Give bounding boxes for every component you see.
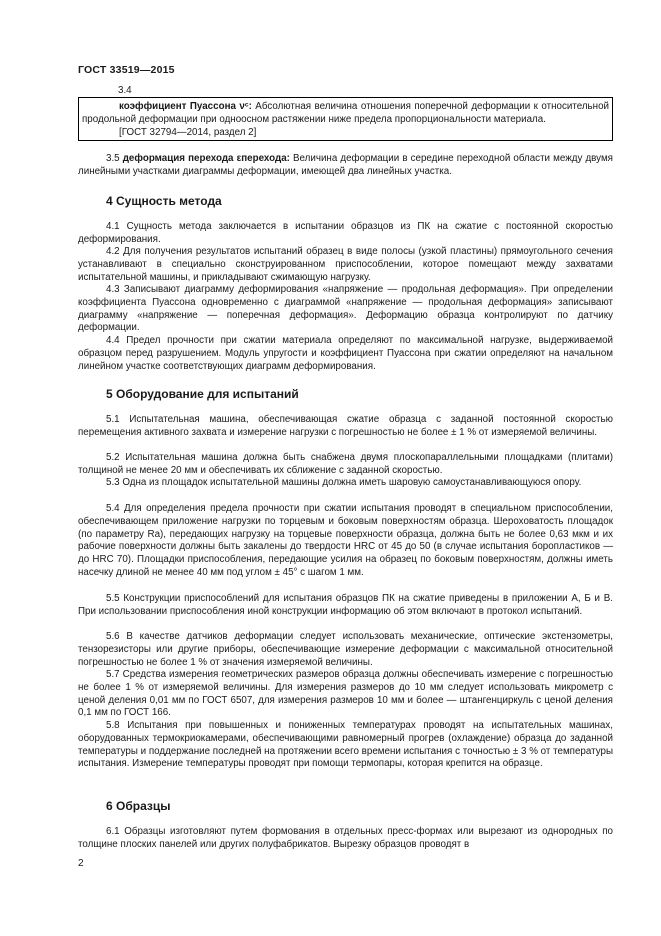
- definition-box-3-4: [78, 97, 613, 141]
- definition-3-5: [78, 153, 613, 179]
- paragraph-5-8: 5.8 Испытания при повышенных и пониженных температурах проводят на испытательных машинах, оборудованных термокриокамерами, обеспечивающими равномерный прогрев (охлаждение) образца до заданной температуры и поддержание последней на протяжении всего времени испытания с точностью ± 3 % от температуры испытания. Измерение температуры проводят при помощи термопары, которая крепится на образце.: [78, 720, 613, 770]
- symbol-transition: εперехода:: [236, 153, 290, 164]
- paragraph-4-4: 4.4 Предел прочности при сжатии материала определяют по максимальной нагрузке, выдерживаемой образцом перед разрушением. Модуль упругости и коэффициент Пуассона при сжатии определяют на начальном линейном участке соответствующих диаграмм деформирования.: [78, 335, 613, 372]
- section-4-title: 4 Сущность метода: [106, 194, 222, 208]
- paragraph-4-2: 4.2 Для получения результатов испытаний образец в виде полосы (узкой пластины) прямоугольного сечения устанавливают в специально сконструированном приспособлении, которое помещают между захватами испытательной машины, и прикладывают сжимающую нагрузку.: [78, 246, 613, 283]
- paragraph-5-7: 5.7 Средства измерения геометрических размеров образца должны обеспечивать измерение с погрешностью не более 1 % от измеряемой величины. Для измерения размеров до 10 мм следует использовать микрометр с ценой деления 0,01 мм по ГОСТ 6507, для измерения размеров 10 мм и более — штангенциркуль с ценой деления 0,1 мм по ГОСТ 166.: [78, 669, 613, 719]
- paragraph-5-6: 5.6 В качестве датчиков деформации следует использовать механические, оптические экстензометры, тензорезисторы или другие приборы, обеспечивающие измерение деформации с максимальной относительной погрешностью не более 1 % от значения измеряемой величины.: [78, 631, 613, 668]
- definition-number-3-5: 3.5: [106, 153, 120, 164]
- definition-text-3-4: [79, 98, 612, 140]
- definition-reference: [ГОСТ 32794—2014, раздел 2]: [119, 127, 257, 138]
- paragraph-5-3: 5.3 Одна из площадок испытательной машины должна иметь шаровую самоустанавливающуюся опору.: [106, 477, 582, 488]
- paragraph-5-4: 5.4 Для определения предела прочности при сжатии испытания проводят в специальном приспособлении, обеспечивающем приложение нагрузки по торцевым и боковым поверхностям образца. Шероховатость площадок (по параметру Ra), передающих нагрузку на торцевые поверхности образца, должна быть не более 0,63 мкм и их рабочие поверхности должны быть закалены до твердости HRC от 45 до 50 (в случае испытания боропластиков — до HRC 70). Площадки приспособления, передающие усилия на образец по боковым поверхностям, должны иметь насечку длиной не менее 40 мм под углом ± 45° с шагом 1 мм.: [78, 503, 613, 578]
- paragraph-5-2: 5.2 Испытательная машина должна быть снабжена двумя плоскопараллельными площадками (плитами) толщиной не менее 20 мм и обеспечивать их сближение с заданной скоростью.: [78, 452, 613, 476]
- page-number: 2: [78, 858, 84, 869]
- term-poisson-ratio: коэффициент Пуассона: [119, 101, 236, 112]
- symbol-poisson: νᶜ:: [239, 101, 252, 112]
- term-transition-strain: деформация перехода: [122, 153, 234, 164]
- section-6-title: 6 Образцы: [106, 799, 171, 813]
- definition-number-3-4: 3.4: [118, 85, 132, 96]
- paragraph-5-5: 5.5 Конструкции приспособлений для испытания образцов ПК на сжатие приведены в приложении А, Б и В. При использовании приспособления иной конструкции информацию об этом включают в протокол испытаний.: [78, 593, 613, 617]
- paragraph-6-1: 6.1 Образцы изготовляют путем формования в отдельных пресс-формах или вырезают из однородных по толщине плоских панелей или других полуфабрикатов. Вырезку образцов проводят в: [78, 826, 613, 850]
- paragraph-4-3: 4.3 Записывают диаграмму деформирования «напряжение — продольная деформация». При определении коэффициента Пуассона одновременно с диаграммой «напряжение — продольная деформация» записывают диаграмму «напряжение — поперечная деформация». Деформацию образца контролируют по датчику деформации.: [78, 284, 613, 334]
- paragraph-5-1: 5.1 Испытательная машина, обеспечивающая сжатие образца с заданной постоянной скоростью перемещения активного захвата и измерение нагрузки с погрешностью не более ± 1 % от измеряемой величины.: [78, 414, 613, 438]
- definition-body-3-4: Абсолютная величина отношения поперечной деформации к относительной продольной деформации при одноосном растяжении ниже предела пропорциональности материала.: [82, 101, 609, 125]
- definition-body-3-5: Величина деформации в середине переходной области между двумя линейными участками диаграммы деформации, имеющей два линейных участка.: [78, 153, 613, 177]
- paragraph-4-1: 4.1 Сущность метода заключается в испытании образцов из ПК на сжатие с постоянной скоростью деформирования.: [78, 221, 613, 245]
- section-5-title: 5 Оборудование для испытаний: [106, 387, 299, 401]
- document-header: ГОСТ 33519—2015: [78, 64, 175, 76]
